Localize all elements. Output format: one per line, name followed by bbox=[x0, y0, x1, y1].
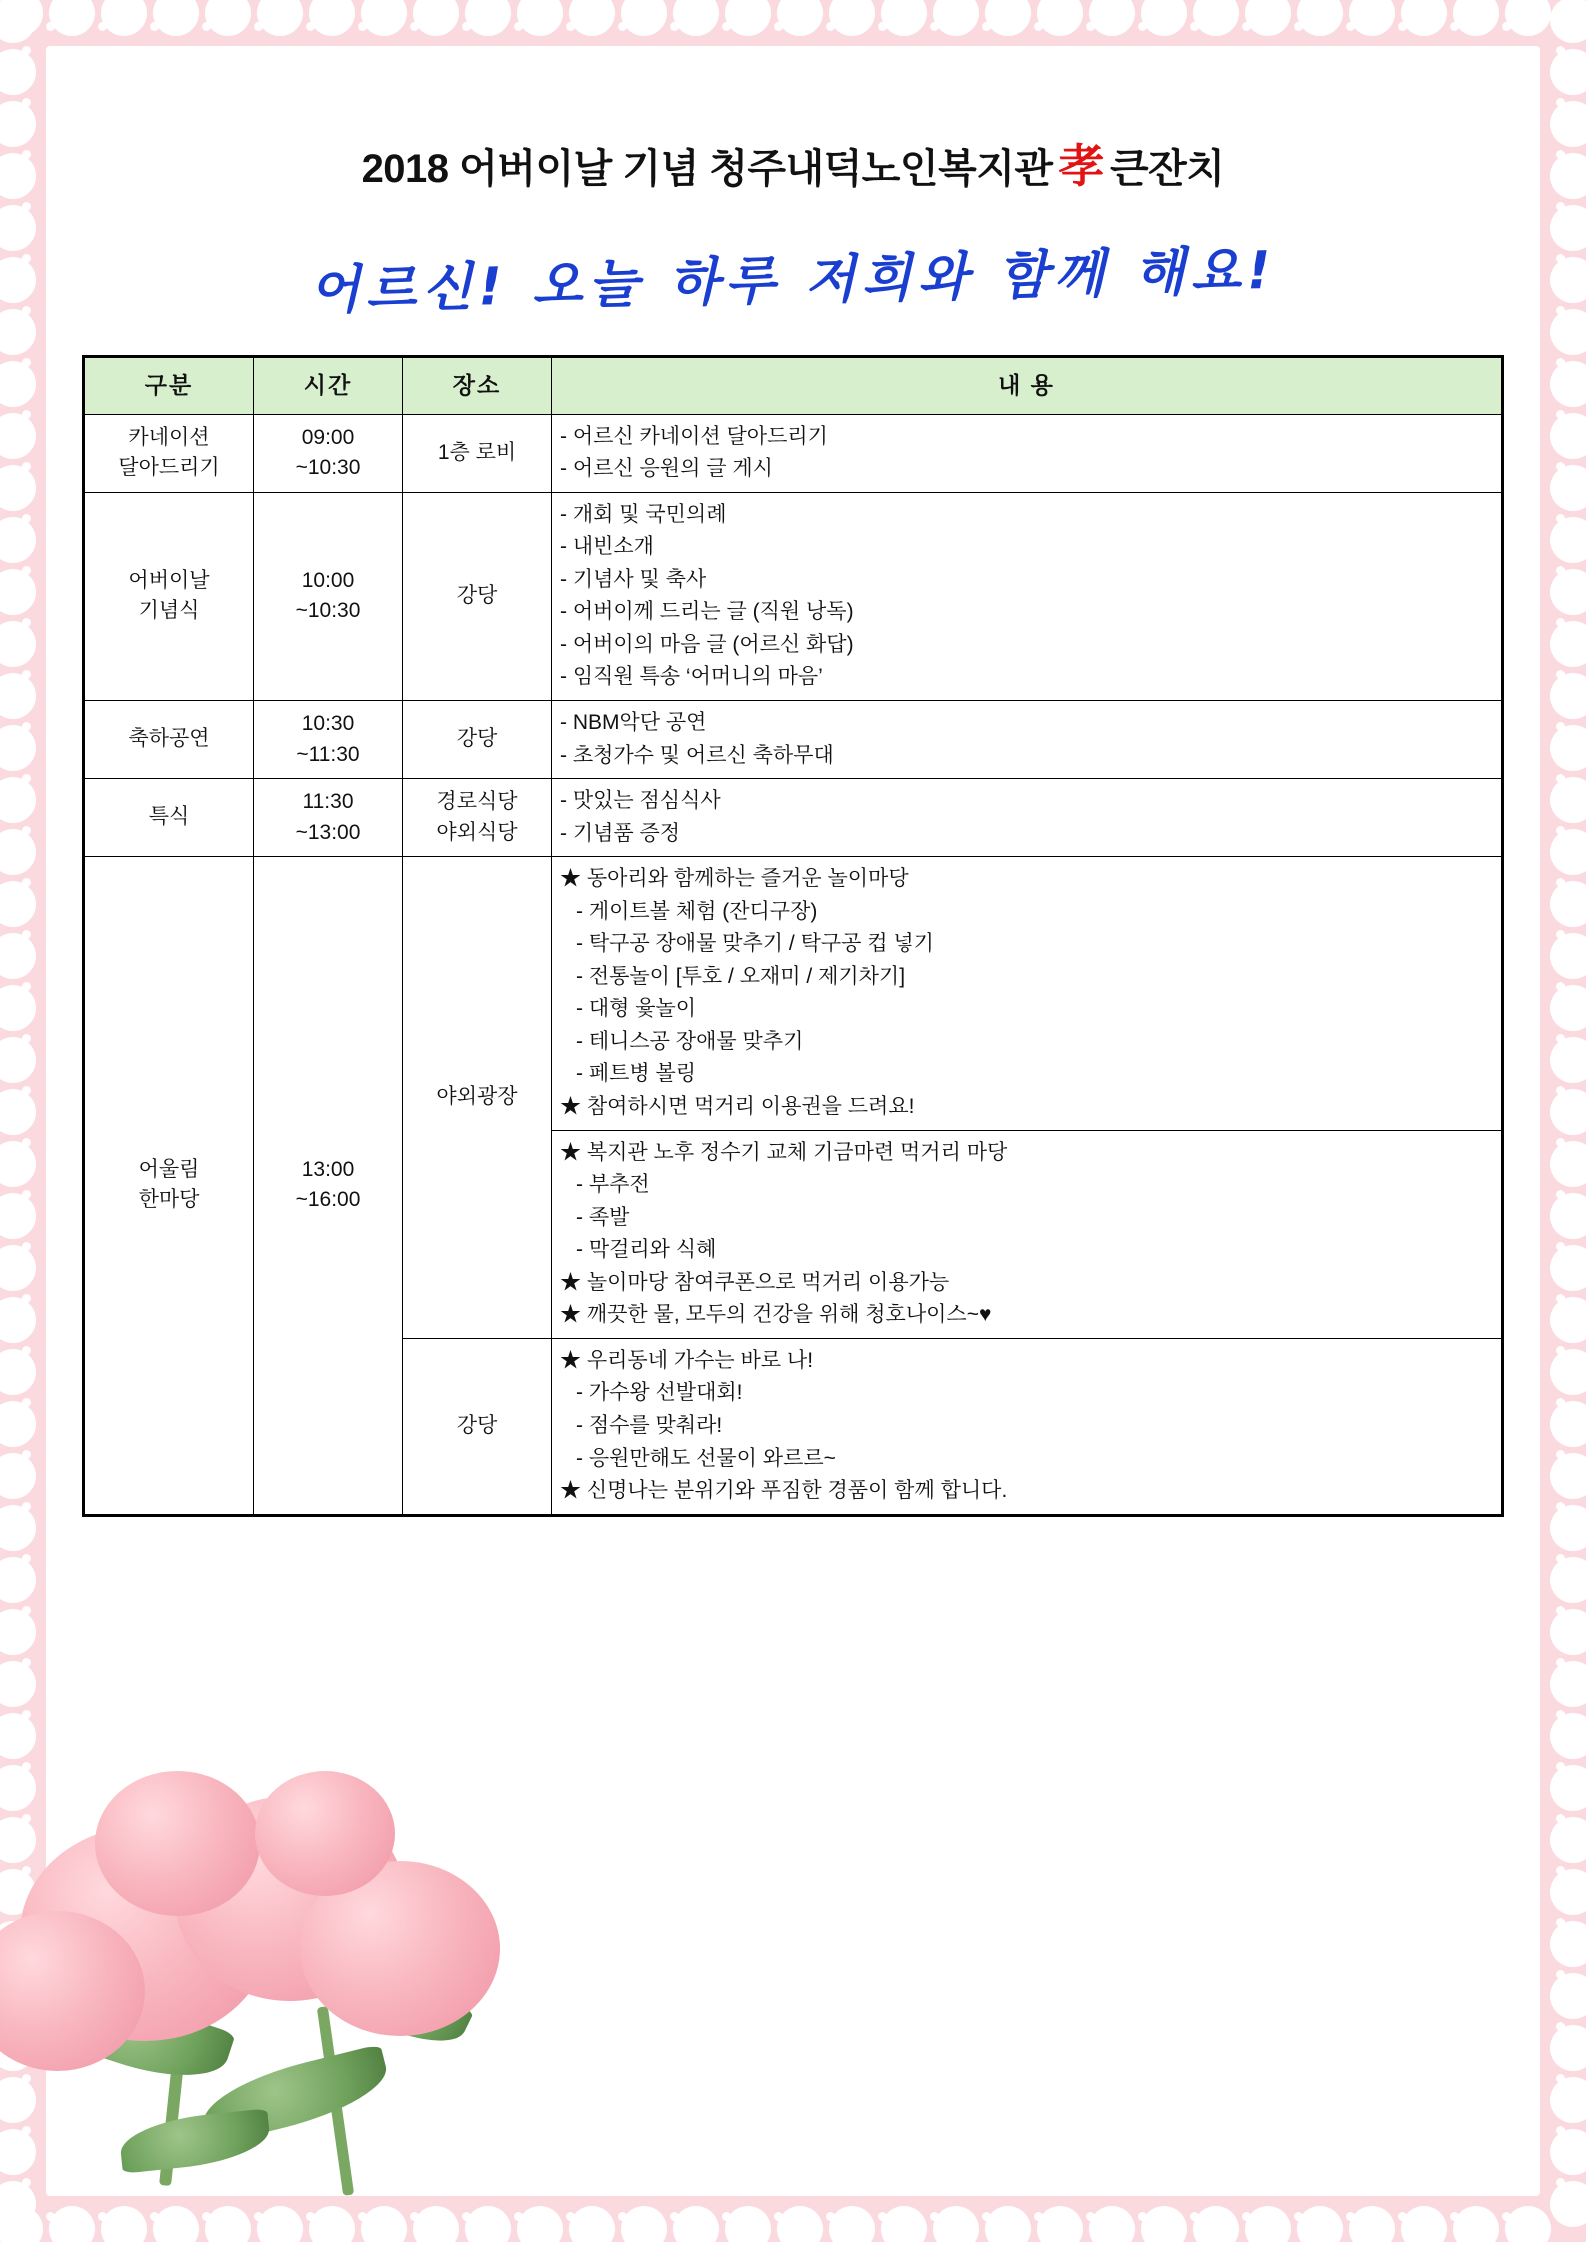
content-line: - 어버이께 드리는 글 (직원 낭독) bbox=[560, 600, 854, 624]
cell-line: 특식 bbox=[148, 805, 190, 829]
content-line: ★ 깨끗한 물, 모두의 건강을 위해 청호나이스~♥ bbox=[560, 1303, 992, 1327]
page-title bbox=[46, 130, 1540, 196]
cell-line: ~10:30 bbox=[295, 599, 361, 623]
cell-gubun bbox=[84, 492, 254, 700]
content-line: - 내빈소개 bbox=[560, 535, 654, 559]
column-header-content: 내 용 bbox=[552, 357, 1503, 415]
page-subtitle: 어르신! 오늘 하루 저희와 함께 해요! bbox=[308, 240, 1278, 322]
cell-line: 13:00 bbox=[301, 1157, 355, 1181]
schedule-table bbox=[82, 355, 1504, 1517]
cell-line: 강당 bbox=[456, 584, 498, 608]
cell-place bbox=[403, 857, 552, 1339]
cell-gubun bbox=[84, 701, 254, 779]
column-header-place: 장소 bbox=[403, 357, 552, 415]
hyo-character: 孝 bbox=[1058, 140, 1104, 192]
cell-line: 야외식당 bbox=[436, 820, 518, 844]
content-line: - 부추전 bbox=[576, 1173, 650, 1197]
cell-line: 09:00 bbox=[301, 425, 355, 449]
cell-time bbox=[254, 414, 403, 492]
cell-line: 야외광장 bbox=[436, 1085, 518, 1109]
table-row bbox=[84, 492, 1503, 700]
cell-content bbox=[552, 701, 1503, 779]
content-line: - 어버이의 마음 글 (어르신 화답) bbox=[560, 632, 854, 656]
content-line: - 페트병 볼링 bbox=[576, 1062, 697, 1086]
content-line: - 어르신 응원의 글 게시 bbox=[560, 457, 773, 481]
content-line: ★ 참여하시면 먹거리 이용권을 드려요! bbox=[560, 1095, 915, 1119]
table-row bbox=[84, 701, 1503, 779]
content-line: - 족발 bbox=[576, 1205, 630, 1229]
cell-line: 기념식 bbox=[138, 599, 200, 623]
content-line: - 게이트볼 체험 (잔디구장) bbox=[576, 899, 818, 923]
cell-line: 10:30 bbox=[301, 712, 355, 736]
cell-place bbox=[403, 492, 552, 700]
cell-content bbox=[552, 857, 1503, 1130]
content-line: ★ 우리동네 가수는 바로 나! bbox=[560, 1348, 814, 1372]
cell-content bbox=[552, 414, 1503, 492]
content-line: - NBM악단 공연 bbox=[560, 711, 707, 735]
content-line: - 맛있는 점심식사 bbox=[560, 789, 721, 813]
cell-line: 10:00 bbox=[301, 568, 355, 592]
cell-place bbox=[403, 414, 552, 492]
cell-line: 어버이날 bbox=[128, 568, 210, 592]
content-line: - 가수왕 선발대회! bbox=[576, 1381, 743, 1405]
content-line: - 응원만해도 선물이 와르르~ bbox=[576, 1446, 836, 1470]
cell-line: 경로식당 bbox=[436, 790, 518, 814]
poster-content bbox=[46, 46, 1540, 2196]
cell-line: ~13:00 bbox=[295, 820, 361, 844]
content-line: - 개회 및 국민의례 bbox=[560, 502, 727, 526]
table-header-row bbox=[84, 357, 1503, 415]
table-row bbox=[84, 414, 1503, 492]
cell-line: 11:30 bbox=[302, 790, 354, 814]
title-main-text: 2018 어버이날 기념 청주내덕노인복지관 bbox=[361, 147, 1053, 191]
cell-line: 강당 bbox=[456, 1414, 498, 1437]
content-line: ★ 신명나는 분위기와 푸짐한 경품이 함께 합니다. bbox=[560, 1479, 1008, 1503]
content-line: - 전통놀이 [투호 / 오재미 / 제기차기] bbox=[576, 964, 906, 988]
content-line: - 대형 윷놀이 bbox=[576, 997, 697, 1021]
cell-gubun bbox=[84, 779, 254, 857]
column-header-gubun: 구분 bbox=[84, 357, 254, 415]
cell-line: ~11:30 bbox=[296, 742, 360, 766]
cell-gubun bbox=[84, 857, 254, 1515]
cell-content bbox=[552, 1130, 1503, 1338]
cell-gubun bbox=[84, 414, 254, 492]
content-line: - 탁구공 장애물 맞추기 / 탁구공 컵 넣기 bbox=[576, 932, 934, 956]
content-line: - 막걸리와 식혜 bbox=[576, 1238, 717, 1262]
content-line: ★ 복지관 노후 정수기 교체 기금마련 먹거리 마당 bbox=[560, 1140, 1008, 1164]
table-body bbox=[84, 414, 1503, 1515]
cell-line: 강당 bbox=[456, 727, 498, 751]
content-line: - 기념품 증정 bbox=[560, 821, 681, 845]
cell-line: 어울림 bbox=[138, 1157, 200, 1181]
content-line: - 초청가수 및 어르신 축하무대 bbox=[560, 743, 834, 767]
cell-line: 카네이션 bbox=[128, 425, 210, 449]
schedule-table-wrapper bbox=[82, 355, 1504, 1517]
content-line: - 기념사 및 축사 bbox=[560, 567, 707, 591]
cell-place bbox=[403, 1338, 552, 1515]
content-line: ★ 놀이마당 참여쿠폰으로 먹거리 이용가능 bbox=[560, 1270, 950, 1294]
content-line: - 테니스공 장애물 맞추기 bbox=[576, 1029, 804, 1053]
cell-line: ~10:30 bbox=[295, 456, 361, 480]
content-line: ★ 동아리와 함께하는 즐거운 놀이마당 bbox=[560, 867, 909, 891]
content-line: - 임직원 특송 ‘어머니의 마음’ bbox=[560, 665, 823, 689]
cell-time bbox=[254, 492, 403, 700]
cell-place bbox=[403, 701, 552, 779]
cell-content bbox=[552, 779, 1503, 857]
cell-line: 1층 로비 bbox=[437, 440, 517, 464]
cell-line: 축하공연 bbox=[128, 727, 210, 751]
cell-line: 한마당 bbox=[138, 1188, 200, 1212]
table-row bbox=[84, 779, 1503, 857]
table-row bbox=[84, 857, 1503, 1130]
cell-line: ~16:00 bbox=[295, 1188, 361, 1212]
cell-time bbox=[254, 701, 403, 779]
cell-time bbox=[254, 779, 403, 857]
cell-time bbox=[254, 857, 403, 1515]
cell-content bbox=[552, 492, 1503, 700]
title-tail-text: 큰잔치 bbox=[1110, 147, 1225, 191]
cell-line: 달아드리기 bbox=[118, 456, 220, 480]
cell-content bbox=[552, 1338, 1503, 1515]
content-line: - 어르신 카네이션 달아드리기 bbox=[560, 424, 828, 448]
column-header-time: 시간 bbox=[254, 357, 403, 415]
cell-place bbox=[403, 779, 552, 857]
content-line: - 점수를 맞춰라! bbox=[576, 1413, 723, 1437]
